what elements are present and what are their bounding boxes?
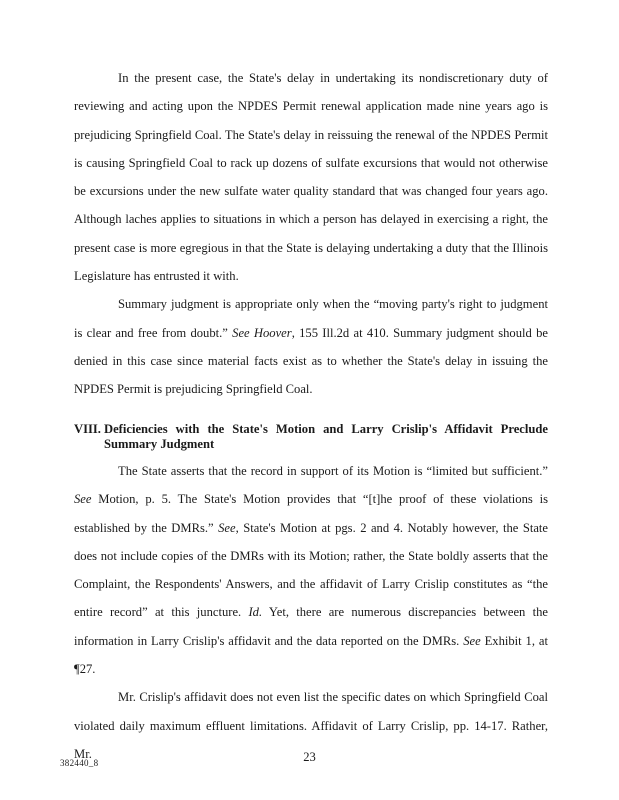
citation-signal: Id. (248, 605, 263, 620)
paragraph-summary-judgment (74, 290, 548, 403)
citation-signal: See (74, 492, 92, 507)
document-id: 382440_8 (60, 758, 99, 768)
paragraph-text: , 155 Ill.2d at 410. Summary judgment should be denied in this case since material facts exist as to whether the State's delay in issuing the NPDES Permit is prejudicing Springfield Coal. (74, 325, 548, 397)
paragraph-text: The State asserts that the record in support of its Motion is “limited but sufficient.” (118, 464, 548, 478)
section-heading (74, 422, 548, 452)
page-number: 23 (303, 750, 316, 764)
body-section-top (74, 64, 548, 404)
citation-signal: See, (218, 520, 239, 535)
paragraph-laches: In the present case, the State's delay in undertaking its nondiscretionary duty of reviewing and acting upon the NPDES Permit renewal application made nine years ago is prejudicing Springfield Coal. The State's delay in reissuing the renewal of the NPDES Permit is causing Springfield Coal to rack up dozens of sulfate excursions that would not otherwise be excursions under the new sulfate water quality standard that was changed four years ago. Although laches applies to situations in which a person has delayed in exercising a right, the present case is more egregious in that the State is delaying undertaking a duty that the Illinois Legislature has entrusted it with. (74, 71, 548, 284)
case-citation: See Hoover (232, 325, 292, 340)
paragraph-text: State's Motion at pgs. 2 and 4. Notably however, the State does not include copies of the DMRs with its Motion; rather, the State boldly asserts that the Complaint, the Respondents' Answers, and the affidavit of Larry Crislip constitutes as “the entire record” at this juncture. (74, 520, 548, 620)
paragraph-crislip-affidavit: Mr. Crislip's affidavit does not even list the specific dates on which Springfield Coal violated daily maximum effluent limitations. Affidavit of Larry Crislip, pp. 14-17. Rather, Mr. (74, 690, 548, 761)
paragraph-text: Yet, there are numerous discrepancies between the information in Larry Crislip's affidavit and the data reported on the DMRs. (74, 605, 548, 648)
paragraph-text: Motion, p. 5. The State's Motion provides that “[t]he proof of these violations is established by the DMRs.” (74, 492, 548, 535)
paragraph-text: Exhibit 1, at ¶27. (74, 633, 548, 677)
section-title: Deficiencies with the State's Motion and Larry Crislip's Affidavit Preclude Summary Judgment (104, 422, 548, 451)
paragraph-state-motion (74, 457, 548, 683)
citation-signal: See (463, 633, 481, 648)
section-number: VIII. (74, 422, 101, 436)
body-section-bottom (74, 457, 548, 768)
paragraph-text: Summary judgment is appropriate only when the “moving party's right to judgment is clear and free from doubt.” (74, 297, 548, 340)
